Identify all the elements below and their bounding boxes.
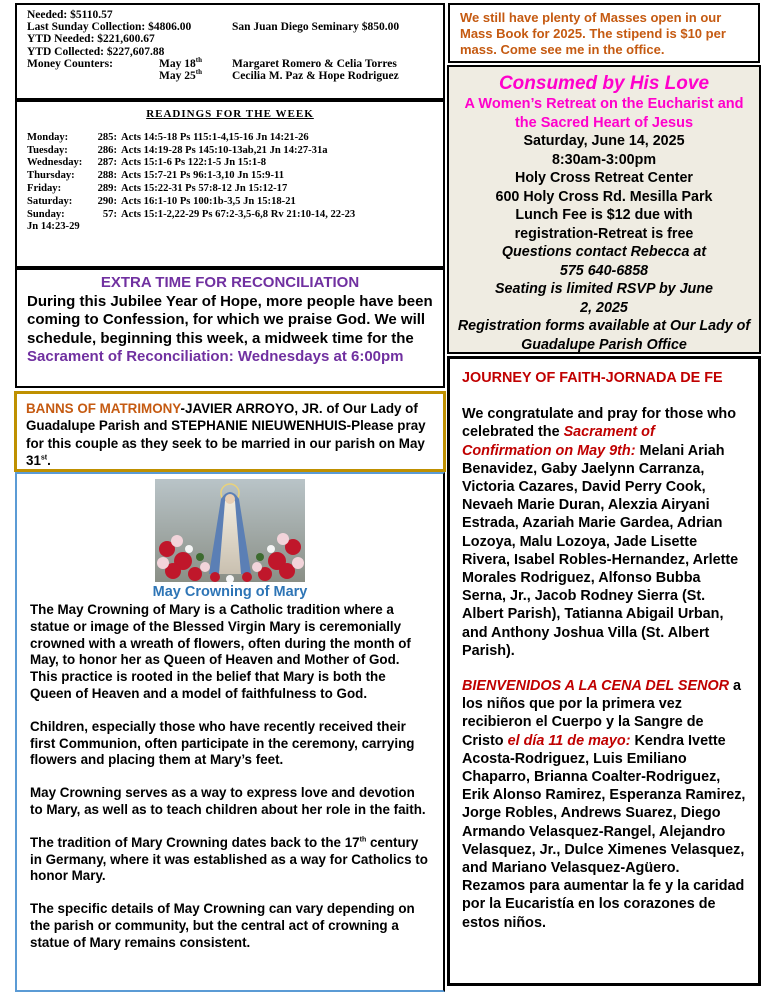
money-counters-label: Money Counters: (27, 57, 113, 70)
retreat-fee: Lunch Fee is $12 due with registration-Retreat is free (514, 207, 694, 242)
counter-names-1: Margaret Romero & Celia Torres (232, 57, 397, 70)
communion-date: el día 11 de mayo: (507, 732, 631, 749)
crowning-paragraph-2: Children, especially those who have recently received their first Communion, often participate in the ceremony, carrying flowers and placing them at Mary’s feet. (30, 718, 415, 768)
reading-text: Acts 14:19-28 Ps 145:10-13ab,21 Jn 14:27-31a (121, 144, 328, 156)
banns-text: BANNS OF MATRIMONY-JAVIER ARROYO, JR. of Our Lady of Guadalupe Parish and STEPHANIE NIEUWENHUIS-Please pray for this couple as they seek to be married in our parish on May 31st. (26, 401, 426, 468)
readings-title: READINGS FOR THE WEEK (146, 108, 314, 120)
first-communion-paragraph: BIENVENIDOS A LA CENA DEL SENOR a los niños que por la primera vez recibieron el Cuerpo y la Sangre de Cristo el día 11 de mayo: Kendra Ivette Acosta-Rodriguez, Luis Emiliano Chaparro, Brianna Coalter-Rodriguez, Erik Alonso Ramirez, Esperanza Ramirez, Jorge Robles, Andrews Suarez, Diego Armando Velasquez-Rangel, Alejandro Velasquez, Jr., Dulce Ximenes Velasquez, and Mariano Velasquez-Agüero. Rezamos para aumentar la fe y la caridad por la Eucaristía en los corazones de estos niños. (462, 678, 746, 931)
reading-day: Thursday: (27, 170, 75, 182)
reading-day: Monday: (27, 131, 69, 143)
journey-of-faith-box (447, 356, 761, 986)
counter-names-2: Cecilia M. Paz & Hope Rodriguez (232, 69, 399, 82)
reading-num: 288: (97, 170, 117, 182)
sunday-reading-continuation: Jn 14:23-29 (27, 221, 80, 233)
readings-box (15, 100, 445, 268)
retreat-box (447, 65, 761, 354)
bienvenidos-heading: BIENVENIDOS A LA CENA DEL SENOR (462, 678, 730, 695)
reading-day: Sunday: (27, 208, 65, 220)
banns-box (14, 391, 446, 472)
reading-row (27, 157, 433, 170)
reconciliation-body: During this Jubilee Year of Hope, more people have been coming to Confession, for which we praise God. We will schedule, beginning this week, a midweek time for the Sacrament of Reconciliation: Wednesdays at 6:00pm (27, 292, 433, 365)
confirmation-paragraph: We congratulate and pray for those who celebrated the Sacrament of Confirmation on May 9th: Melani Ariah Benavidez, Gaby Jaelynn Carranza, Victoria Cazares, David Perry Cook, Nevaeh Marie Duran, Alexzia Airyani Estrada, Azariah Marie Gardea, Adrian Lozoya, Malu Lozoya, Jade Lisette Rivera, Isabel Robles-Hernandez, Arlette Morales Rodriguez, Alfonso Bubba Serna, Jr., Jacob Rodney Sierra (St. Albert Parish), Tatianna Abigail Urban, and Anthony Joshua Villa (St. Albert Parish). (462, 406, 739, 659)
reading-num: 287: (97, 157, 117, 169)
ytd-needed: YTD Needed: $221,600.67 (27, 33, 155, 46)
ytd-collected: YTD Collected: $227,607.88 (27, 45, 165, 58)
masses-note-text: We still have plenty of Masses open in our Mass Book for 2025. The stipend is $10 per mass. Come see me in the office. (460, 10, 726, 57)
retreat-forms: Registration forms available at Our Lady of Guadalupe Parish Office (457, 318, 751, 353)
last-sunday-collection: Last Sunday Collection: $4806.00 (27, 21, 192, 34)
reading-text: Acts 15:1-6 Ps 122:1-5 Jn 15:1-8 (121, 157, 267, 169)
reading-row (27, 209, 433, 222)
finance-box (15, 3, 445, 100)
reading-num: 289: (97, 182, 117, 194)
crowning-paragraph-3: May Crowning serves as a way to express love and devotion to Mary, as well as to teach children about her role in the faith. (30, 785, 426, 817)
crowning-paragraph-1: The May Crowning of Mary is a Catholic tradition where a statue or image of the Blessed Virgin Mary is ceremonially crowned with a wreath of flowers, often during the month of May, to honor her as Queen of Heaven and Mother of God. This practice is rooted in the belief that Mary is both the Queen of Heaven and a model of faithfulness to God. (30, 602, 411, 701)
reading-row (27, 145, 433, 158)
reading-text: Acts 14:5-18 Ps 115:1-4,15-16 Jn 14:21-26 (121, 131, 309, 143)
reading-num: 286: (97, 144, 117, 156)
reading-text: Acts 15:7-21 Ps 96:1-3,10 Jn 15:9-11 (121, 170, 285, 182)
needed-amount: Needed: $5110.57 (27, 9, 113, 21)
reading-text: Acts 16:1-10 Ps 100:1b-3,5 Jn 15:18-21 (121, 195, 296, 207)
may-crowning-box (15, 472, 445, 992)
reading-day: Friday: (27, 182, 62, 194)
retreat-contact: Questions contact Rebecca at 575 640-6858 (501, 244, 707, 279)
retreat-seating: Seating is limited RSVP by June 2, 2025 (495, 281, 713, 316)
counter-date-1: May 18th (159, 55, 202, 70)
retreat-date: Saturday, June 14, 2025 (523, 133, 685, 149)
banns-label: BANNS OF MATRIMONY (26, 401, 181, 416)
confirmation-sacrament: Sacrament of Confirmation on May 9th: (462, 424, 655, 459)
reading-row (27, 183, 433, 196)
reading-day: Tuesday: (27, 144, 68, 156)
reading-num: 57: (102, 208, 117, 220)
readings-list (27, 132, 433, 222)
crowning-paragraph-5: The specific details of May Crowning can vary depending on the parish or community, but the central act of crowning a statue of Mary remains consistent. (30, 901, 415, 950)
journey-title: JOURNEY OF FAITH-JORNADA DE FE (462, 370, 723, 386)
reading-num: 285: (97, 131, 117, 143)
mary-statue-image (155, 479, 305, 582)
reading-day: Saturday: (27, 195, 73, 207)
reconciliation-time: Sacrament of Reconciliation: Wednesdays at 6:00pm (27, 348, 404, 365)
retreat-subtitle: A Women’s Retreat on the Eucharist and the Sacred Heart of Jesus (464, 96, 744, 131)
reading-row (27, 132, 433, 145)
retreat-address: 600 Holy Cross Rd. Mesilla Park (495, 188, 713, 205)
reading-text: Acts 15:1-2,22-29 Ps 67:2-3,5-6,8 Rv 21:10-14, 22-23 (121, 208, 356, 220)
masses-note-box (448, 3, 760, 63)
reading-text: Acts 15:22-31 Ps 57:8-12 Jn 15:12-17 (121, 182, 288, 194)
reading-num: 290: (97, 195, 117, 207)
retreat-title: Consumed by His Love (498, 73, 710, 94)
seminary-collection: San Juan Diego Seminary $850.00 (232, 21, 400, 34)
reading-row (27, 196, 433, 209)
reconciliation-title: EXTRA TIME FOR RECONCILIATION (100, 274, 360, 291)
crowning-title: May Crowning of Mary (152, 584, 308, 600)
retreat-place: Holy Cross Retreat Center (515, 170, 693, 186)
counter-date-2: May 25th (159, 68, 202, 82)
reading-day: Wednesday: (27, 157, 83, 169)
retreat-time: 8:30am-3:00pm (551, 151, 657, 168)
reading-row (27, 170, 433, 183)
crowning-body (30, 602, 430, 952)
crowning-paragraph-4: The tradition of Mary Crowning dates back to the 17th century in Germany, where it was established as a way for Catholics to honor Mary. (30, 834, 428, 884)
reconciliation-box (15, 268, 445, 388)
